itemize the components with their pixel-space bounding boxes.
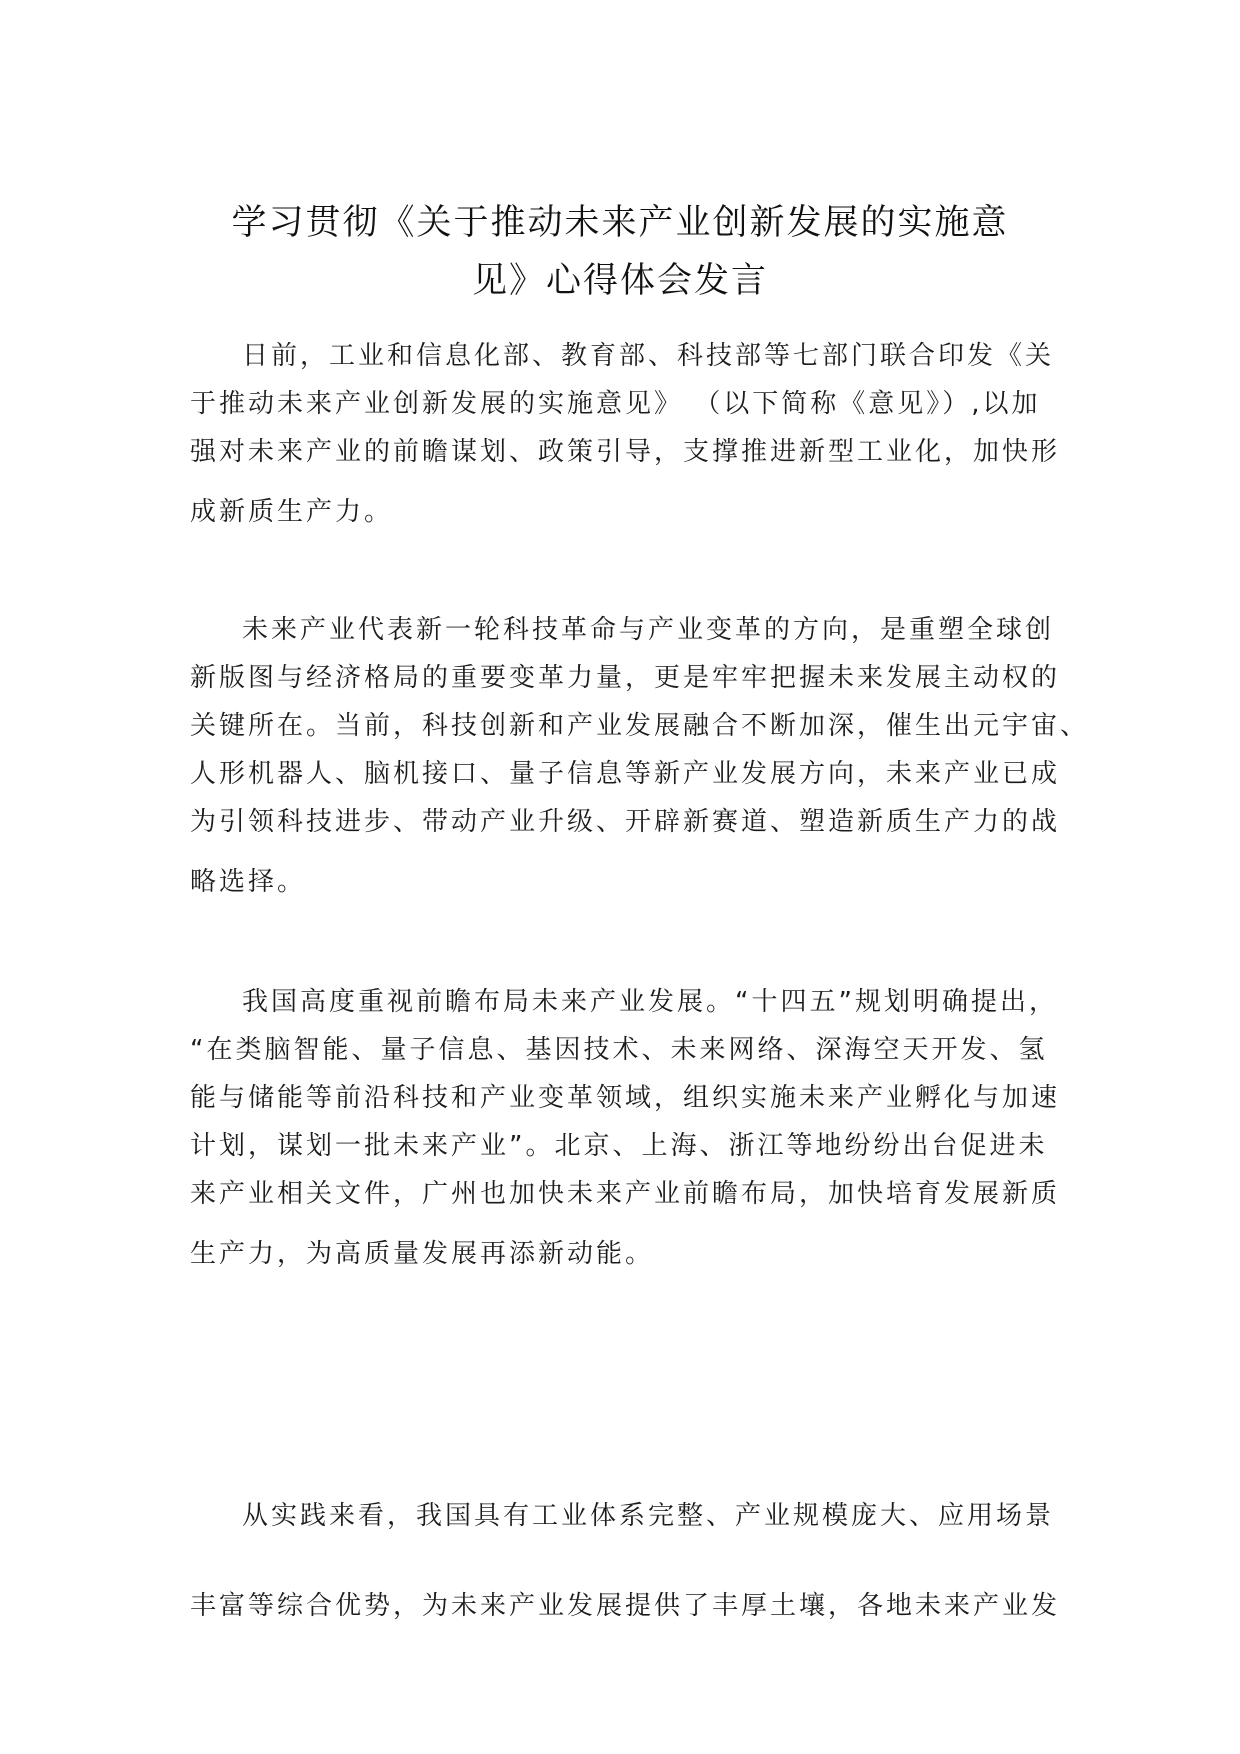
- title-line-1: 学习贯彻《关于推动未来产业创新发展的实施意: [231, 203, 1009, 243]
- paragraph-line: 新版图与经济格局的重要变革力量，更是牢牢把握未来发展主动权的: [190, 663, 1061, 693]
- paragraph-line: 为引领科技进步、带动产业升级、开辟新赛道、塑造新质生产力的战: [190, 807, 1061, 837]
- paragraph-line: 未来产业代表新一轮科技革命与产业变革的方向，是重塑全球创: [242, 615, 1055, 645]
- paragraph-line: 来产业相关文件，广州也加快未来产业前瞻布局，加快培育发展新质: [190, 1179, 1061, 1209]
- paragraph-line: 关键所在。当前，科技创新和产业发展融合不断加深，催生出元宇宙、: [190, 711, 1090, 741]
- paragraph-line: 人形机器人、脑机接口、量子信息等新产业发展方向，未来产业已成: [190, 759, 1061, 789]
- paragraph-line: 强对未来产业的前瞻谋划、政策引导，支撑推进新型工业化，加快形: [190, 437, 1061, 467]
- paragraph-line: 略选择。: [190, 867, 307, 897]
- paragraph-line: 日前，工业和信息化部、教育部、科技部等七部门联合印发《关: [242, 341, 1055, 371]
- paragraph-line: 从实践来看，我国具有工业体系完整、产业规模庞大、应用场景: [242, 1501, 1055, 1531]
- paragraph-line: 于推动未来产业创新发展的实施意见》 （以下简称《意见》）,以加: [190, 389, 1041, 419]
- paragraph-line: 丰富等综合优势，为未来产业发展提供了丰厚土壤，各地未来产业发: [190, 1591, 1061, 1621]
- document-title: [160, 194, 1080, 310]
- paragraph-line: 能与储能等前沿科技和产业变革领域，组织实施未来产业孵化与加速: [190, 1083, 1061, 1113]
- title-line-2: 见》心得体会发言: [471, 261, 768, 301]
- paragraph-line: “在类脑智能、量子信息、基因技术、未来网络、深海空天开发、氢: [190, 1035, 1048, 1065]
- paragraph-line: 计划，谋划一批未来产业”。北京、上海、浙江等地纷纷出台促进未: [190, 1131, 1048, 1161]
- paragraph-line: 成新质生产力。: [190, 497, 394, 527]
- paragraph-line: 生产力，为高质量发展再添新动能。: [190, 1239, 655, 1269]
- paragraph-line: 我国高度重视前瞻布局未来产业发展。“十四五”规划明确提出，: [242, 987, 1058, 1017]
